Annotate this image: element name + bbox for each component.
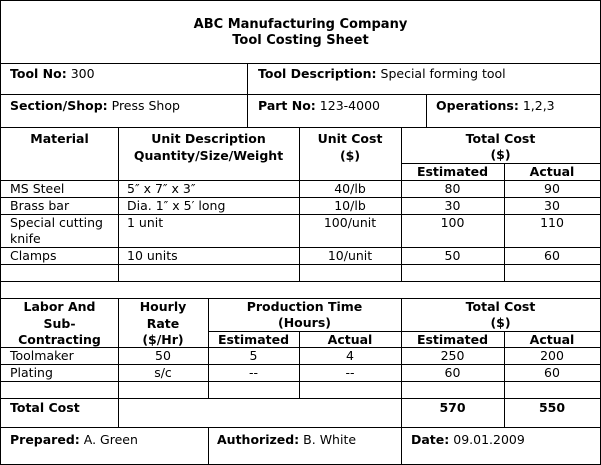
material-unit-cost: 10/unit	[327, 248, 373, 263]
tool-description-field	[258, 66, 506, 82]
authorized-label: Authorized:	[217, 432, 300, 447]
labor-rate: s/c	[154, 365, 172, 380]
estimated-header: Estimated	[416, 164, 489, 179]
date-label: Date:	[411, 432, 450, 447]
operations-label: Operations:	[436, 98, 519, 113]
material-actual-cost: 90	[544, 181, 560, 196]
labor-name: Plating	[10, 365, 53, 380]
material-header: Material	[30, 131, 89, 146]
material-unit-cost: 40/lb	[334, 181, 366, 196]
operations-value: 1,2,3	[522, 98, 555, 113]
material-name: MS Steel	[10, 181, 65, 196]
divider	[1, 381, 600, 382]
hourly-rate-unit: ($/Hr)	[142, 332, 184, 347]
prepared-label: Prepared:	[10, 432, 80, 447]
total-cost-unit: ($)	[490, 147, 511, 162]
material-name-continued: knife	[10, 231, 41, 246]
actual-header: Actual	[529, 164, 575, 179]
part-no-value: 123-4000	[319, 98, 380, 113]
divider	[208, 427, 209, 464]
material-actual-cost: 110	[540, 215, 564, 230]
material-estimated-cost: 30	[444, 198, 461, 213]
company-name: ABC Manufacturing Company	[193, 17, 408, 32]
labor-time-estimated: --	[248, 365, 259, 380]
total-estimated-value: 570	[439, 400, 466, 415]
cost-actual-header: Actual	[529, 332, 575, 347]
date-field	[411, 432, 525, 448]
divider	[1, 281, 600, 282]
labor-rate: 50	[155, 348, 171, 363]
authorized-value: B. White	[303, 432, 357, 447]
tool-description-value: Special forming tool	[380, 66, 506, 81]
material-estimated-cost: 100	[440, 215, 465, 230]
unit-cost-unit: ($)	[339, 148, 361, 163]
authorized-field	[217, 432, 356, 448]
labor-header-line3: Contracting	[18, 332, 101, 347]
total-cost-label: Total Cost	[10, 400, 80, 415]
material-name: Special cutting	[10, 215, 103, 230]
unit-description-subheader: Quantity/Size/Weight	[133, 148, 284, 163]
time-estimated-header: Estimated	[217, 332, 290, 347]
hourly-rate-header: Hourly	[139, 299, 187, 314]
labor-total-cost-unit: ($)	[490, 315, 511, 330]
tool-no-field	[10, 66, 95, 82]
labor-time-actual: --	[345, 365, 355, 380]
tool-no-value: 300	[70, 66, 95, 81]
cost-estimated-header: Estimated	[416, 332, 489, 347]
divider	[1, 398, 600, 399]
section-value: Press Shop	[111, 98, 180, 113]
divider	[1, 94, 600, 95]
production-time-unit: (Hours)	[278, 315, 331, 330]
labor-name: Toolmaker	[10, 348, 74, 363]
material-estimated-cost: 50	[444, 248, 461, 263]
material-description: 1 unit	[127, 215, 164, 230]
divider	[401, 427, 402, 464]
operations-field	[436, 98, 555, 114]
material-name: Clamps	[10, 248, 57, 263]
divider	[1, 427, 600, 428]
material-actual-cost: 30	[544, 198, 560, 213]
material-name: Brass bar	[10, 198, 70, 213]
material-estimated-cost: 80	[444, 181, 461, 196]
tool-no-label: Tool No:	[10, 66, 67, 81]
prepared-field	[10, 432, 138, 448]
labor-time-actual: 4	[346, 348, 354, 363]
labor-cost-estimated: 250	[440, 348, 465, 363]
unit-description-header: Unit Description	[151, 131, 266, 146]
material-description: 10 units	[127, 248, 178, 263]
divider	[1, 264, 600, 265]
labor-cost-estimated: 60	[444, 365, 461, 380]
labor-header: Labor And	[23, 299, 96, 314]
date-value: 09.01.2009	[453, 432, 525, 447]
time-actual-header: Actual	[327, 332, 373, 347]
labor-total-cost-header: Total Cost	[465, 299, 536, 314]
section-label: Section/Shop:	[10, 98, 108, 113]
material-unit-cost: 100/unit	[323, 215, 377, 230]
divider	[247, 94, 248, 127]
part-no-field	[258, 98, 380, 114]
labor-time-estimated: 5	[249, 348, 258, 363]
labor-header-line2: Sub-	[43, 316, 76, 331]
hourly-rate-header-line2: Rate	[146, 316, 180, 331]
prepared-value: A. Green	[83, 432, 138, 447]
divider	[1, 63, 600, 64]
material-actual-cost: 60	[544, 248, 560, 263]
sheet-title: Tool Costing Sheet	[232, 33, 369, 48]
tool-description-label: Tool Description:	[258, 66, 377, 81]
material-description: 5″ x 7″ x 3″	[127, 181, 196, 196]
unit-cost-header: Unit Cost	[317, 131, 383, 146]
divider	[426, 94, 427, 127]
section-field	[10, 98, 180, 114]
divider	[1, 127, 600, 128]
total-actual-value: 550	[538, 400, 566, 415]
total-cost-header: Total Cost	[465, 131, 536, 146]
divider	[247, 63, 248, 94]
material-unit-cost: 10/lb	[334, 198, 366, 213]
material-description: Dia. 1″ x 5′ long	[127, 198, 226, 213]
part-no-label: Part No:	[258, 98, 316, 113]
production-time-header: Production Time	[246, 299, 363, 314]
labor-cost-actual: 200	[540, 348, 564, 363]
labor-cost-actual: 60	[544, 365, 560, 380]
